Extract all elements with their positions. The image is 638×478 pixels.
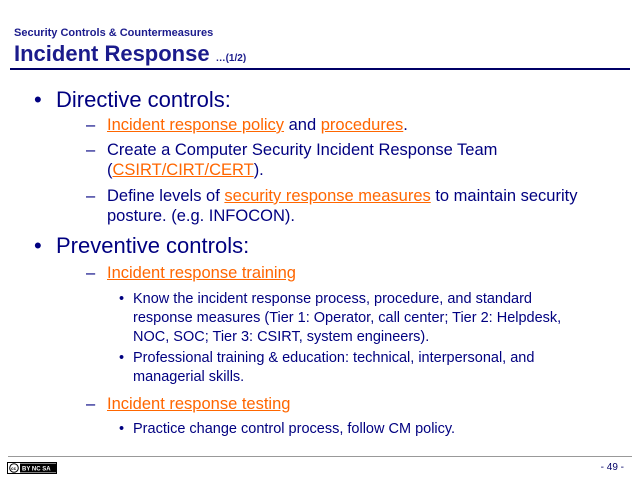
training-bullet-text: Professional training & education: technical, interpersonal, and managerial skills. <box>133 350 535 385</box>
bullet-icon: • <box>34 87 42 112</box>
title-divider <box>10 68 630 70</box>
policy-mid-text: and <box>284 116 321 134</box>
cc-license-text: BY NC SA <box>22 466 51 473</box>
training-link[interactable]: Incident response training <box>107 264 296 282</box>
testing-bullet <box>119 420 593 439</box>
svg-text:cc: cc <box>11 465 17 471</box>
csirt-link[interactable]: CSIRT/CIRT/CERT <box>112 161 254 179</box>
dash-icon: – <box>86 395 96 413</box>
preventive-heading-text: Preventive controls: <box>56 233 250 258</box>
bullet-icon: • <box>119 350 125 366</box>
dash-icon: – <box>86 264 96 282</box>
bullet-icon: • <box>119 421 125 437</box>
preventive-item-training <box>86 263 587 283</box>
directive-item-levels <box>86 186 587 226</box>
cc-license-icon <box>7 462 57 474</box>
procedures-link[interactable]: procedures <box>320 116 404 134</box>
dash-icon: – <box>86 116 96 134</box>
testing-link[interactable]: Incident response testing <box>107 395 291 413</box>
preventive-item-testing <box>86 394 587 414</box>
directive-heading-text: Directive controls: <box>56 87 231 112</box>
security-measures-link[interactable]: security response measures <box>224 187 431 205</box>
bullet-icon: • <box>34 233 42 258</box>
training-bullet-text: Know the incident response process, procedure, and standard response measures (Tier 1: Operator, call center; Tier 2: Helpdesk, NOC, SOC; Tier 3: CSIRT, system engineers). <box>133 291 562 345</box>
page-number: - 49 - <box>600 462 624 473</box>
section-label: Security Controls & Countermeasures <box>14 27 214 39</box>
dash-icon: – <box>86 187 96 205</box>
policy-end-text: . <box>403 116 408 134</box>
training-bullet <box>119 349 593 387</box>
slide-title-suffix: …(1/2) <box>215 53 247 64</box>
dash-icon: – <box>86 141 96 159</box>
preventive-heading <box>34 233 250 259</box>
footer-divider <box>8 456 632 457</box>
directive-item-csirt <box>86 140 587 180</box>
csirt-post-text: ). <box>253 161 264 179</box>
policy-link[interactable]: Incident response policy <box>107 116 285 134</box>
training-bullet <box>119 290 593 347</box>
levels-pre-text: Define levels of <box>107 187 225 205</box>
csirt-pre-text: Create a Computer Security Incident Response Team ( <box>107 141 498 179</box>
slide-title-text: Incident Response <box>14 41 210 66</box>
bullet-icon: • <box>119 291 125 307</box>
levels-post-text: to maintain security posture. (e.g. INFOCON). <box>107 187 578 225</box>
testing-bullet-text: Practice change control process, follow CM policy. <box>133 421 456 437</box>
directive-item-policy <box>86 115 587 135</box>
directive-heading <box>34 87 231 113</box>
